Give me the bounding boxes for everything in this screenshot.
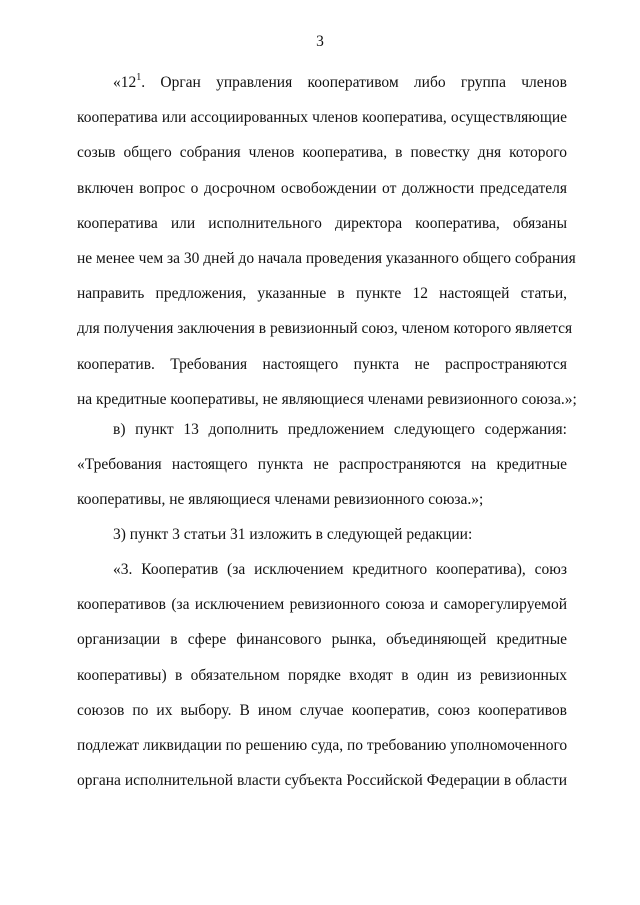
text-line: в) пункт 13 дополнить предложением следующего содержания: (113, 421, 567, 438)
text-line: организации в сфере финансового рынка, объединяющей кредитные (77, 631, 567, 649)
text-line: кооперативы) в обязательном порядке входят в один из ревизионных (77, 666, 567, 684)
text-line: кооператив. Требования настоящего пункта не распространяются (77, 355, 567, 373)
text-line: «3. Кооператив (за исключением кредитного кооператива), союз (113, 561, 567, 578)
text-line: для получения заключения в ревизионный союз, членом которого является (77, 320, 573, 338)
text-line: кооперативы, не являющиеся членами ревизионного союза.»; (77, 491, 484, 509)
superscript: 1 (136, 71, 142, 83)
paragraph-12-1 (77, 65, 577, 417)
text-line: направить предложения, указанные в пункте 12 настоящей статьи, (77, 285, 567, 303)
paragraph-article-31-3 (77, 552, 567, 798)
paragraph-item-3 (77, 517, 567, 552)
text-line: включен вопрос о досрочном освобождении от должности председателя (77, 179, 567, 197)
page-number: 3 (316, 33, 324, 50)
text-line: кооператива или исполнительного директора кооператива, обязаны (77, 214, 567, 232)
text-line: «Требования настоящего пункта не распространяются на кредитные (77, 456, 567, 474)
text-line: «$12^1$. Орган управления кооперативом либо группа членов (113, 71, 567, 91)
paragraph-item-v (77, 412, 567, 518)
text-line: созыв общего собрания членов кооператива, в повестку дня которого (77, 144, 567, 162)
text-line: подлежат ликвидации по решению суда, по требованию уполномоченного (77, 737, 568, 755)
text-line: кооперативов (за исключением ревизионного союза и саморегулируемой (77, 596, 567, 614)
text-line: не менее чем за 30 дней до начала проведения указанного общего собрания (77, 250, 576, 268)
text-line: на кредитные кооперативы, не являющиеся членами ревизионного союза.»; (77, 390, 577, 408)
text-line: союзов по их выбору. В ином случае кооператив, союз кооперативов (77, 701, 567, 719)
text-line: органа исполнительной власти субъекта Российской Федерации в области (77, 772, 567, 790)
text-line: кооператива или ассоциированных членов кооператива, осуществляющие (77, 109, 567, 127)
text-line: 3) пункт 3 статьи 31 изложить в следующей редакции: (113, 526, 473, 543)
